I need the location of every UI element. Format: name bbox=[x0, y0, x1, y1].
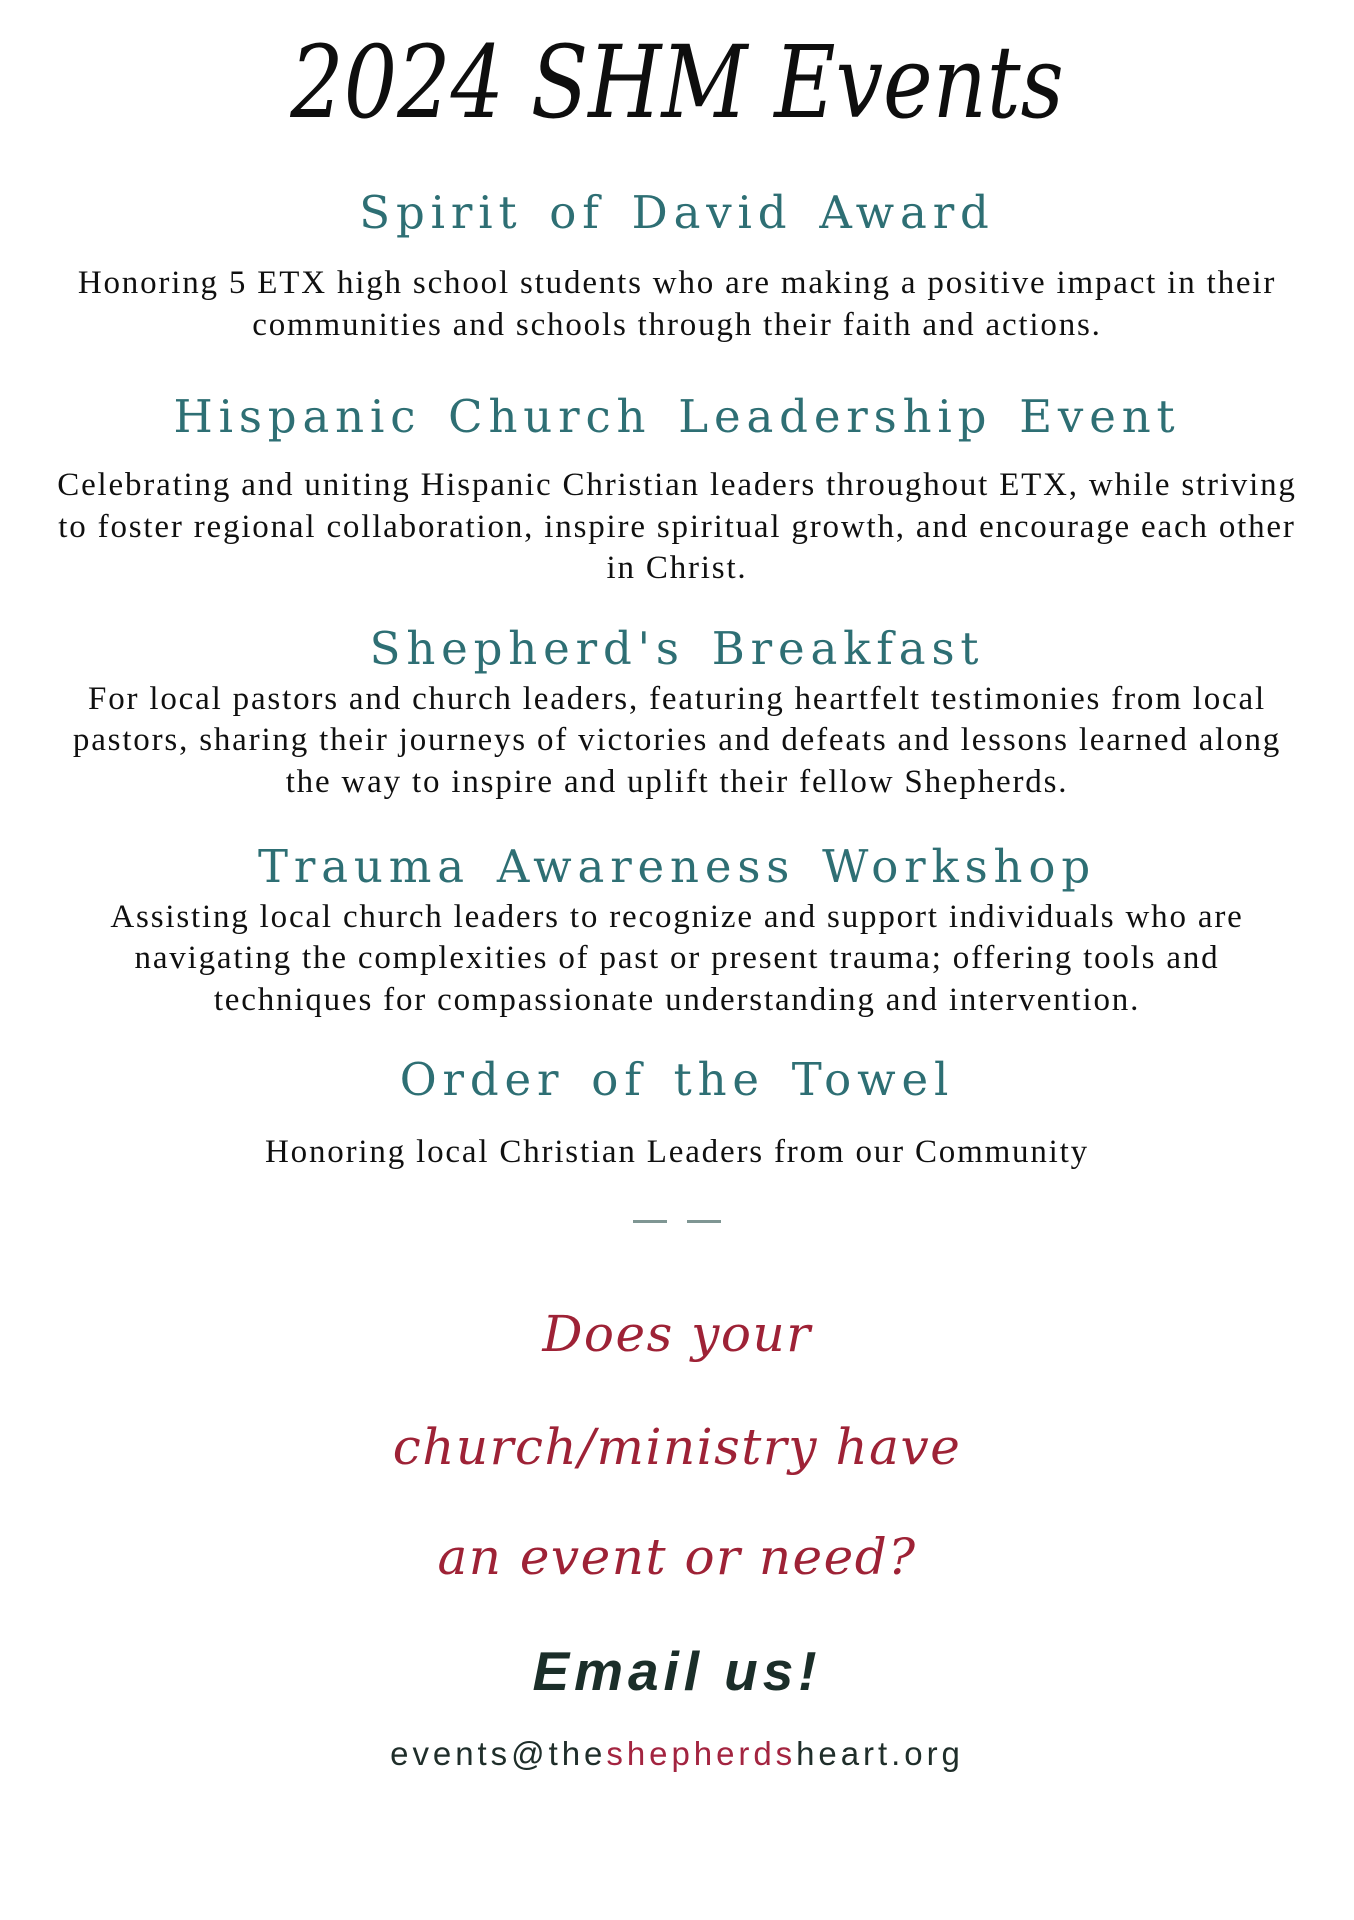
event-description: Honoring 5 ETX high school students who are making a positive impact in their communities and schools through their faith and actions. bbox=[77, 265, 1277, 343]
event-description: Assisting local church leaders to recognize and support individuals who are navigating the complexities of past or present trauma; offering tools and techniques for compassionate understanding and intervention. bbox=[110, 898, 1244, 1018]
event-title-order-of-the-towel: Order of the Towel bbox=[399, 1053, 955, 1107]
cta-script-line: an event or need? bbox=[437, 1527, 917, 1586]
divider-dash bbox=[633, 1220, 667, 1223]
email-highlight: shepherds bbox=[606, 1735, 797, 1773]
page-title: 2024 SHM Events bbox=[290, 24, 1064, 141]
divider-dashes bbox=[0, 1220, 1354, 1224]
cta-script-line: Does your bbox=[542, 1304, 812, 1363]
divider-dash bbox=[687, 1220, 721, 1223]
event-description: Honoring local Christian Leaders from our Community bbox=[265, 1134, 1089, 1171]
email-address-link[interactable] bbox=[0, 1735, 1354, 1773]
email-us-heading: Email us! bbox=[532, 1640, 822, 1703]
event-title-shepherds-breakfast: Shepherd's Breakfast bbox=[369, 621, 985, 675]
cta-script-line: church/ministry have bbox=[392, 1418, 962, 1477]
email-prefix: events@the bbox=[390, 1735, 607, 1773]
event-title-trauma-awareness-workshop: Trauma Awareness Workshop bbox=[257, 839, 1096, 893]
email-suffix: heart.org bbox=[796, 1735, 964, 1773]
event-title-spirit-of-david-award: Spirit of David Award bbox=[359, 186, 995, 239]
event-title-hispanic-church-leadership-event: Hispanic Church Leadership Event bbox=[173, 390, 1181, 444]
event-description: Celebrating and uniting Hispanic Christian leaders throughout ETX, while striving to foster regional collaboration, inspire spiritual growth, and encourage each other in Christ. bbox=[57, 467, 1297, 587]
event-description: For local pastors and church leaders, featuring heartfelt testimonies from local pastors, sharing their journeys of victories and defeats and lessons learned along the way to inspire and uplift their fellow Shepherds. bbox=[72, 680, 1282, 801]
